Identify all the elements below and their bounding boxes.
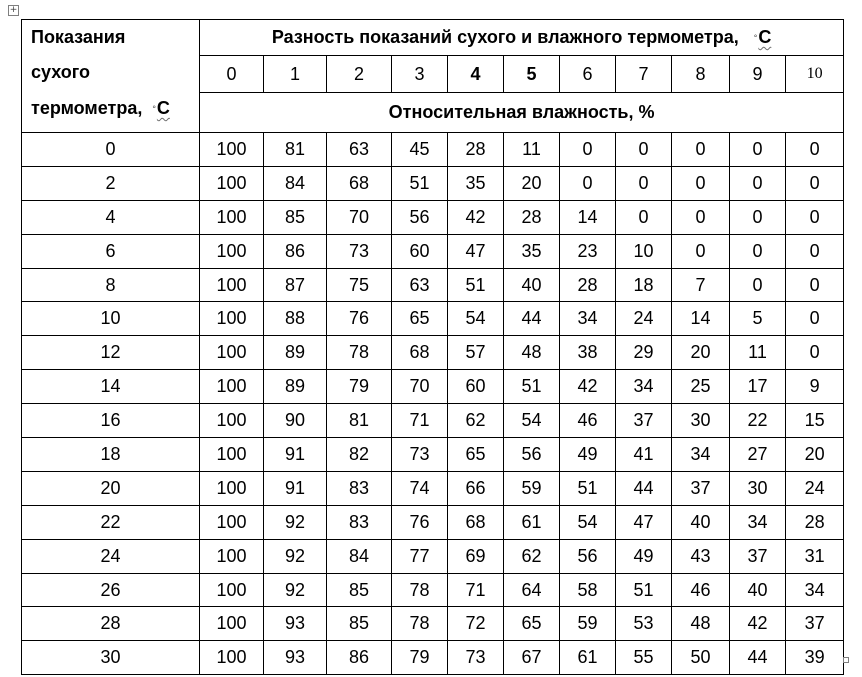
humidity-cell: 88: [264, 302, 327, 336]
humidity-cell: 14: [672, 302, 730, 336]
humidity-cell: 79: [392, 641, 448, 675]
humidity-table: [21, 19, 844, 675]
dry-temperature-cell: 14: [22, 370, 200, 404]
humidity-cell: 42: [730, 607, 786, 641]
humidity-cell: 90: [264, 404, 327, 438]
humidity-cell: 0: [730, 268, 786, 302]
humidity-cell: 0: [730, 200, 786, 234]
humidity-cell: 0: [786, 200, 844, 234]
humidity-cell: 0: [786, 302, 844, 336]
humidity-cell: 100: [200, 200, 264, 234]
dry-temperature-cell: 6: [22, 234, 200, 268]
difference-col-7: 7: [616, 56, 672, 93]
humidity-cell: 72: [448, 607, 504, 641]
humidity-cell: 70: [327, 200, 392, 234]
table-row: [22, 573, 844, 607]
dry-temperature-cell: 16: [22, 404, 200, 438]
humidity-cell: 50: [672, 641, 730, 675]
humidity-cell: 0: [786, 133, 844, 167]
humidity-cell: 0: [730, 234, 786, 268]
humidity-cell: 11: [730, 336, 786, 370]
dry-temperature-cell: 28: [22, 607, 200, 641]
header-left-line-2: сухого: [31, 62, 91, 82]
humidity-cell: 35: [448, 166, 504, 200]
humidity-cell: 59: [504, 471, 560, 505]
humidity-cell: 93: [264, 641, 327, 675]
humidity-cell: 24: [786, 471, 844, 505]
header-left-line-3-text: термометра,: [31, 98, 143, 118]
humidity-cell: 15: [786, 404, 844, 438]
header-left-line-3: [31, 90, 199, 126]
humidity-cell: 92: [264, 539, 327, 573]
humidity-cell: 37: [786, 607, 844, 641]
difference-col-3: 3: [392, 56, 448, 93]
humidity-cell: 100: [200, 166, 264, 200]
humidity-cell: 0: [730, 133, 786, 167]
humidity-cell: 47: [448, 234, 504, 268]
difference-col-2: 2: [327, 56, 392, 93]
difference-col-10: 10: [786, 56, 844, 93]
humidity-cell: 0: [672, 133, 730, 167]
dry-temperature-cell: 18: [22, 438, 200, 472]
humidity-cell: 0: [616, 133, 672, 167]
humidity-cell: 0: [616, 166, 672, 200]
humidity-cell: 47: [616, 505, 672, 539]
humidity-cell: 56: [504, 438, 560, 472]
humidity-cell: 48: [504, 336, 560, 370]
table-row: [22, 404, 844, 438]
humidity-cell: 22: [730, 404, 786, 438]
humidity-cell: 59: [560, 607, 616, 641]
humidity-cell: 0: [786, 234, 844, 268]
dry-temperature-cell: 12: [22, 336, 200, 370]
dry-temperature-cell: 24: [22, 539, 200, 573]
humidity-cell: 100: [200, 505, 264, 539]
humidity-cell: 34: [730, 505, 786, 539]
difference-header-text: Разность показаний сухого и влажного термометра,: [271, 27, 739, 47]
humidity-cell: 86: [264, 234, 327, 268]
humidity-cell: 37: [672, 471, 730, 505]
table-row: [22, 234, 844, 268]
humidity-cell: 91: [264, 471, 327, 505]
humidity-cell: 51: [616, 573, 672, 607]
humidity-cell: 65: [504, 607, 560, 641]
humidity-cell: 71: [392, 404, 448, 438]
humidity-cell: 61: [560, 641, 616, 675]
humidity-cell: 100: [200, 268, 264, 302]
humidity-cell: 64: [504, 573, 560, 607]
humidity-cell: 68: [392, 336, 448, 370]
humidity-cell: 44: [616, 471, 672, 505]
humidity-cell: 62: [504, 539, 560, 573]
humidity-cell: 92: [264, 505, 327, 539]
humidity-cell: 100: [200, 133, 264, 167]
difference-col-8: 8: [672, 56, 730, 93]
difference-col-9: 9: [730, 56, 786, 93]
dry-temperature-cell: 26: [22, 573, 200, 607]
humidity-cell: 100: [200, 370, 264, 404]
humidity-cell: 63: [327, 133, 392, 167]
difference-header-unit: С: [758, 27, 772, 47]
table-row: [22, 607, 844, 641]
humidity-cell: 60: [448, 370, 504, 404]
table-row: [22, 336, 844, 370]
humidity-cell: 67: [504, 641, 560, 675]
humidity-cell: 77: [392, 539, 448, 573]
humidity-cell: 7: [672, 268, 730, 302]
humidity-cell: 65: [448, 438, 504, 472]
humidity-cell: 70: [392, 370, 448, 404]
humidity-cell: 81: [327, 404, 392, 438]
humidity-cell: 85: [327, 607, 392, 641]
humidity-cell: 40: [730, 573, 786, 607]
humidity-cell: 51: [560, 471, 616, 505]
dry-temperature-cell: 10: [22, 302, 200, 336]
humidity-cell: 53: [616, 607, 672, 641]
humidity-cell: 76: [392, 505, 448, 539]
humidity-cell: 39: [786, 641, 844, 675]
table-row: [22, 166, 844, 200]
humidity-cell: 85: [327, 573, 392, 607]
humidity-cell: 34: [560, 302, 616, 336]
humidity-cell: 54: [448, 302, 504, 336]
humidity-cell: 75: [327, 268, 392, 302]
humidity-cell: 58: [560, 573, 616, 607]
humidity-cell: 100: [200, 471, 264, 505]
humidity-cell: 100: [200, 607, 264, 641]
humidity-cell: 9: [786, 370, 844, 404]
humidity-cell: 0: [730, 166, 786, 200]
table-resize-handle[interactable]: [843, 657, 849, 663]
humidity-cell: 91: [264, 438, 327, 472]
humidity-cell: 68: [327, 166, 392, 200]
humidity-cell: 0: [672, 234, 730, 268]
dry-temperature-cell: 2: [22, 166, 200, 200]
humidity-cell: 62: [448, 404, 504, 438]
header-left-line-1: Показания: [31, 27, 126, 47]
humidity-cell: 34: [616, 370, 672, 404]
humidity-cell: 0: [786, 166, 844, 200]
table-row: [22, 641, 844, 675]
relative-humidity-header: Относительная влажность, %: [200, 93, 844, 133]
humidity-cell: 92: [264, 573, 327, 607]
humidity-cell: 11: [504, 133, 560, 167]
humidity-cell: 44: [730, 641, 786, 675]
humidity-cell: 45: [392, 133, 448, 167]
humidity-cell: 83: [327, 471, 392, 505]
dry-temperature-cell: 22: [22, 505, 200, 539]
humidity-cell: 10: [616, 234, 672, 268]
humidity-cell: 29: [616, 336, 672, 370]
humidity-cell: 17: [730, 370, 786, 404]
humidity-cell: 37: [730, 539, 786, 573]
humidity-cell: 28: [560, 268, 616, 302]
dry-temperature-cell: 20: [22, 471, 200, 505]
humidity-cell: 0: [672, 166, 730, 200]
humidity-cell: 65: [392, 302, 448, 336]
table-row: [22, 438, 844, 472]
humidity-cell: 41: [616, 438, 672, 472]
humidity-cell: 73: [327, 234, 392, 268]
humidity-cell: 24: [616, 302, 672, 336]
table-body: [22, 133, 844, 675]
humidity-cell: 68: [448, 505, 504, 539]
humidity-cell: 0: [786, 268, 844, 302]
humidity-cell: 61: [504, 505, 560, 539]
humidity-cell: 14: [560, 200, 616, 234]
humidity-cell: 85: [264, 200, 327, 234]
humidity-cell: 56: [392, 200, 448, 234]
dry-temperature-cell: 4: [22, 200, 200, 234]
humidity-cell: 5: [730, 302, 786, 336]
table-move-handle-icon[interactable]: +: [9, 5, 18, 15]
table-row: [22, 133, 844, 167]
humidity-cell: 78: [327, 336, 392, 370]
humidity-cell: 73: [448, 641, 504, 675]
humidity-cell: 34: [672, 438, 730, 472]
table-row: [22, 268, 844, 302]
humidity-cell: 71: [448, 573, 504, 607]
dry-temperature-cell: 8: [22, 268, 200, 302]
humidity-cell: 30: [672, 404, 730, 438]
humidity-cell: 51: [392, 166, 448, 200]
humidity-cell: 46: [560, 404, 616, 438]
humidity-cell: 23: [560, 234, 616, 268]
humidity-cell: 49: [616, 539, 672, 573]
header-left-unit: С: [156, 98, 170, 118]
dry-temperature-cell: 30: [22, 641, 200, 675]
humidity-cell: 78: [392, 607, 448, 641]
humidity-cell: 0: [560, 166, 616, 200]
humidity-cell: 0: [560, 133, 616, 167]
humidity-cell: 51: [504, 370, 560, 404]
humidity-cell: 28: [786, 505, 844, 539]
humidity-cell: 51: [448, 268, 504, 302]
table-row: [22, 200, 844, 234]
humidity-cell: 100: [200, 641, 264, 675]
table-row: [22, 370, 844, 404]
humidity-cell: 42: [560, 370, 616, 404]
humidity-cell: 100: [200, 404, 264, 438]
humidity-cell: 40: [504, 268, 560, 302]
table-row: [22, 302, 844, 336]
humidity-cell: 56: [560, 539, 616, 573]
humidity-cell: 20: [672, 336, 730, 370]
humidity-cell: 55: [616, 641, 672, 675]
humidity-cell: 93: [264, 607, 327, 641]
humidity-cell: 0: [672, 200, 730, 234]
humidity-cell: 100: [200, 438, 264, 472]
humidity-cell: 42: [448, 200, 504, 234]
table-row: [22, 539, 844, 573]
difference-header: [200, 20, 844, 56]
difference-col-0: 0: [200, 56, 264, 93]
humidity-cell: 100: [200, 539, 264, 573]
humidity-cell: 100: [200, 336, 264, 370]
humidity-cell: 69: [448, 539, 504, 573]
humidity-cell: 100: [200, 573, 264, 607]
humidity-cell: 54: [504, 404, 560, 438]
difference-col-4: 4: [448, 56, 504, 93]
humidity-cell: 40: [672, 505, 730, 539]
humidity-cell: 0: [786, 336, 844, 370]
humidity-cell: 73: [392, 438, 448, 472]
dry-thermometer-header: [22, 20, 200, 133]
table-row: [22, 505, 844, 539]
humidity-cell: 31: [786, 539, 844, 573]
humidity-cell: 74: [392, 471, 448, 505]
humidity-cell: 38: [560, 336, 616, 370]
humidity-cell: 20: [504, 166, 560, 200]
dry-temperature-cell: 0: [22, 133, 200, 167]
humidity-cell: 34: [786, 573, 844, 607]
humidity-cell: 18: [616, 268, 672, 302]
humidity-cell: 89: [264, 336, 327, 370]
humidity-cell: 30: [730, 471, 786, 505]
humidity-cell: 76: [327, 302, 392, 336]
table-row: [22, 471, 844, 505]
humidity-cell: 100: [200, 234, 264, 268]
difference-col-6: 6: [560, 56, 616, 93]
humidity-cell: 35: [504, 234, 560, 268]
humidity-cell: 54: [560, 505, 616, 539]
humidity-cell: 60: [392, 234, 448, 268]
humidity-cell: 84: [264, 166, 327, 200]
degree-mark: ◦: [152, 102, 156, 113]
humidity-cell: 100: [200, 302, 264, 336]
humidity-cell: 28: [448, 133, 504, 167]
humidity-cell: 78: [392, 573, 448, 607]
humidity-cell: 57: [448, 336, 504, 370]
humidity-cell: 87: [264, 268, 327, 302]
humidity-cell: 46: [672, 573, 730, 607]
humidity-cell: 48: [672, 607, 730, 641]
difference-col-1: 1: [264, 56, 327, 93]
humidity-cell: 37: [616, 404, 672, 438]
humidity-cell: 81: [264, 133, 327, 167]
humidity-cell: 25: [672, 370, 730, 404]
degree-mark: ◦: [753, 31, 758, 42]
humidity-cell: 27: [730, 438, 786, 472]
humidity-cell: 82: [327, 438, 392, 472]
humidity-cell: 63: [392, 268, 448, 302]
humidity-cell: 83: [327, 505, 392, 539]
humidity-cell: 84: [327, 539, 392, 573]
humidity-cell: 66: [448, 471, 504, 505]
humidity-cell: 28: [504, 200, 560, 234]
humidity-cell: 79: [327, 370, 392, 404]
humidity-cell: 0: [616, 200, 672, 234]
humidity-cell: 86: [327, 641, 392, 675]
humidity-cell: 43: [672, 539, 730, 573]
difference-col-5: 5: [504, 56, 560, 93]
humidity-cell: 20: [786, 438, 844, 472]
humidity-cell: 89: [264, 370, 327, 404]
humidity-cell: 49: [560, 438, 616, 472]
humidity-cell: 44: [504, 302, 560, 336]
